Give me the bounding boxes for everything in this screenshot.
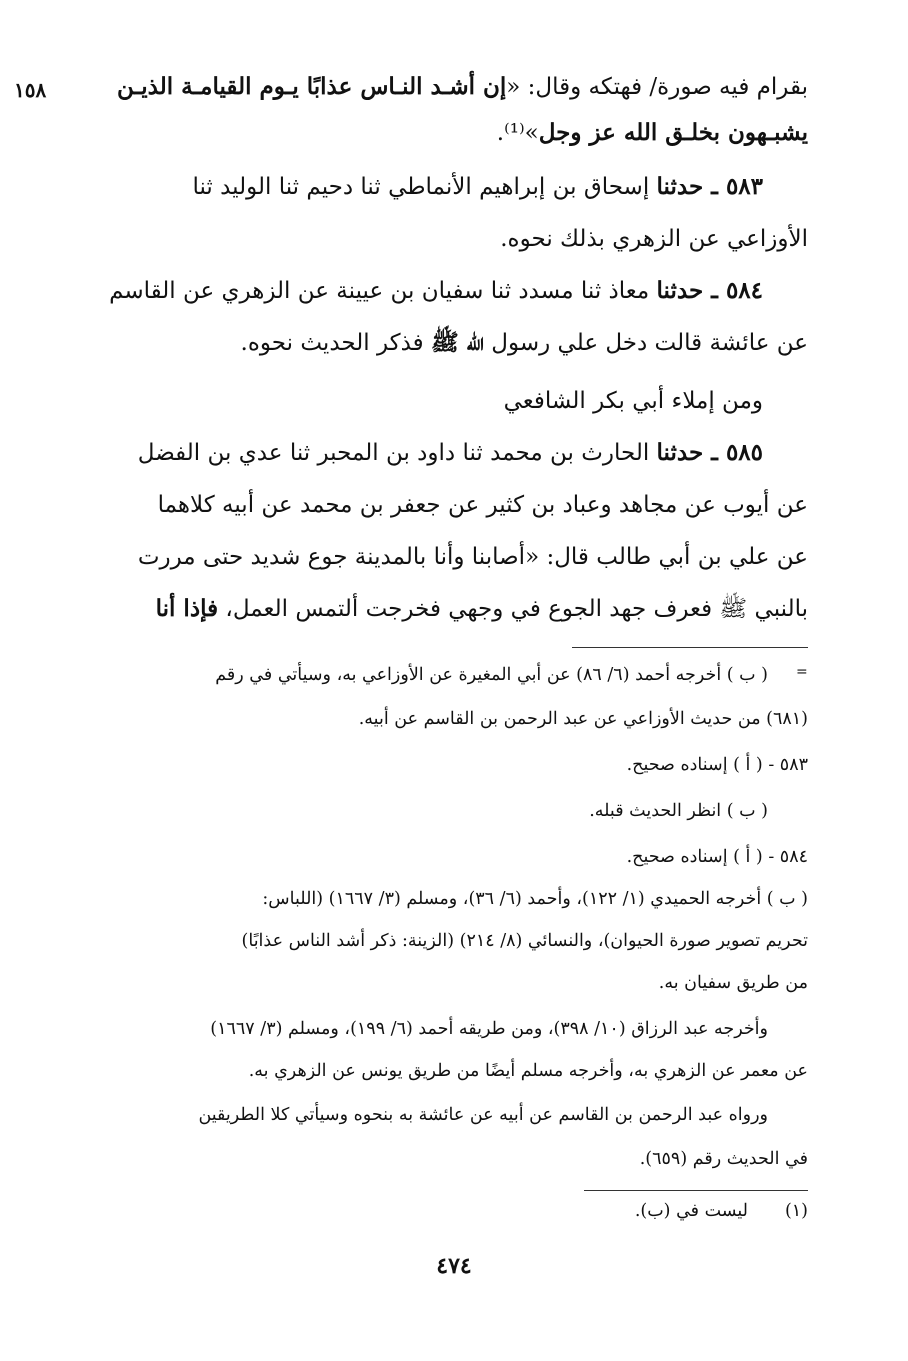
- page-number: ٤٧٤: [436, 1253, 472, 1279]
- hadith-quote-bold-end: يشبـهون بخلـق الله عز وجل: [538, 119, 808, 146]
- hadith-number-583: ٥٨٣ ـ حدثنا: [656, 173, 763, 200]
- hadith-585-text-4b: فإذا أنا: [155, 595, 219, 622]
- hadith-584-text-2a: عن عائشة قالت دخل علي رسول: [483, 330, 808, 356]
- footnote-line: ٥٨٤ - ( أ ) إسناده صحيح.: [626, 847, 808, 867]
- prophet-honorific: الله ﷺ: [430, 329, 484, 356]
- footnote-line: عن معمر عن الزهري به، وأخرجه مسلم أيضًا من طريق يونس عن الزهري به.: [248, 1061, 808, 1081]
- footnote-line: وأخرجه عبد الرزاق (١٠/ ٣٩٨)، ومن طريقه أحمد (٦/ ١٩٩)، ومسلم (٣/ ١٦٦٧): [210, 1019, 768, 1039]
- hadith-quote-bold: إن أشـد النـاس عذابًا يـوم القيامـة الذيـن: [116, 73, 507, 100]
- text-line-1: [117, 72, 808, 102]
- hadith-585-line-2: عن أيوب عن مجاهد وعباد بن كثير عن جعفر بن محمد عن أبيه كلاهما: [157, 492, 808, 518]
- hadith-584-line-1: [109, 276, 763, 306]
- text-line-2: [497, 118, 808, 148]
- hadith-585-line-3: عن علي بن أبي طالب قال: «أصابنا وأنا بالمدينة جوع شديد حتى مررت: [137, 544, 808, 570]
- hadith-583-line-2: الأوزاعي عن الزهري بذلك نحوه.: [500, 226, 808, 252]
- footnote-line: في الحديث رقم (٦٥٩).: [639, 1149, 808, 1169]
- hadith-number-585: ٥٨٥ ـ حدثنا: [656, 439, 763, 466]
- continuation-mark: =: [796, 664, 808, 680]
- margin-page-reference: ١٥٨: [14, 78, 47, 102]
- footnote-line: ٥٨٣ - ( أ ) إسناده صحيح.: [626, 755, 808, 775]
- footnote-line: من طريق سفيان به.: [658, 973, 808, 993]
- hadith-585-line-1: [138, 438, 763, 468]
- endnote-number: (١): [784, 1201, 808, 1221]
- footnote-line: ورواه عبد الرحمن بن القاسم عن أبيه عن عائشة به بنحوه وسيأتي كلا الطريقين: [198, 1105, 768, 1125]
- hadith-584-line-2: [241, 328, 808, 358]
- hadith-number-584: ٥٨٤ ـ حدثنا: [656, 277, 763, 304]
- hadith-585-text-1: الحارث بن محمد ثنا داود بن المحبر ثنا عدي بن الفضل: [137, 440, 657, 466]
- footnote-line: ( ب ) انظر الحديث قبله.: [589, 801, 768, 821]
- footnote-ref: »⁽¹⁾.: [496, 120, 539, 146]
- footnote-line: (٦٨١) من حديث الأوزاعي عن عبد الرحمن بن القاسم عن أبيه.: [358, 709, 808, 729]
- section-heading: ومن إملاء أبي بكر الشافعي: [503, 388, 763, 414]
- hadith-585-line-4: [156, 594, 808, 624]
- footnote-separator: [572, 647, 808, 648]
- hadith-585-text-4a: بالنبي ﷺ فعرف جهد الجوع في وجهي فخرجت ألتمس العمل،: [218, 596, 808, 622]
- hadith-583-text-1: إسحاق بن إبراهيم الأنماطي ثنا دحيم ثنا الوليد ثنا: [192, 174, 657, 200]
- endnote-text: ليست في (ب).: [634, 1201, 748, 1221]
- footnote-line: ( ب ) أخرجه أحمد (٦/ ٨٦) عن أبي المغيرة عن الأوزاعي به، وسيأتي في رقم: [215, 665, 768, 685]
- endnote-separator: [584, 1190, 808, 1191]
- hadith-584-text-2b: فذكر الحديث نحوه.: [240, 330, 431, 356]
- hadith-584-text-1: معاذ ثنا مسدد ثنا سفيان بن عيينة عن الزهري عن القاسم: [109, 278, 657, 304]
- hadith-583-line-1: [192, 172, 763, 202]
- line1-text: بقرام فيه صورة/ فهتكه وقال: «: [506, 74, 808, 100]
- footnote-line: ( ب ) أخرجه الحميدي (١/ ١٢٢)، وأحمد (٦/ ٣٦)، ومسلم (٣/ ١٦٦٧) (اللباس:: [262, 889, 808, 909]
- footnote-line: تحريم تصوير صورة الحيوان)، والنسائي (٨/ ٢١٤) (الزينة: ذكر أشد الناس عذابًا): [241, 931, 808, 951]
